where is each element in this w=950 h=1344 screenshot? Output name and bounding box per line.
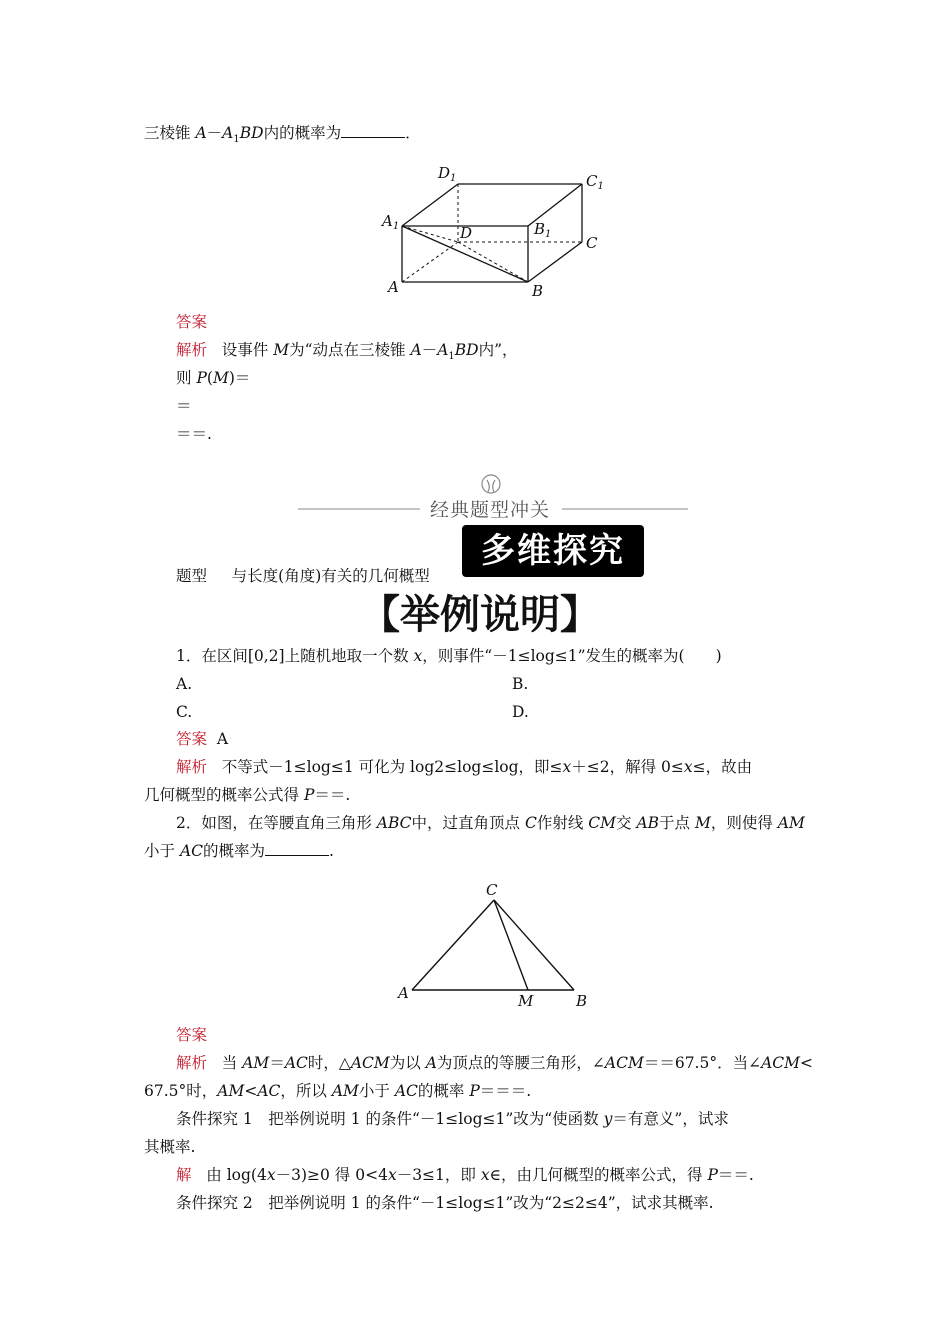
solution-4: 解 由 log(4x－3)≥0 得 0<4x－3≤1，即 x∈，由几何概型的概率公式，得 P＝＝. [176, 1166, 754, 1184]
hidden-edge-a-d [402, 242, 458, 282]
hidden-segment-d-b [458, 242, 528, 282]
triangle-figure [382, 870, 602, 1020]
badge-multidimensional: 多维探究 [462, 525, 644, 577]
solution-line-2: 则 P(M)＝ [176, 369, 251, 387]
label-c: C [586, 234, 598, 252]
option-a[interactable]: A. [176, 675, 193, 693]
label-a: A [388, 278, 399, 296]
solution-line-4: ＝＝. [176, 425, 212, 443]
solution-line-1: 解析 设事件 M为“动点在三棱锥 $A-A_1BD$内”， [176, 341, 518, 363]
section-title: 【举例说明】 [360, 592, 600, 638]
label-d1: $D_1$ [438, 164, 457, 184]
answer-label: 答案 [176, 313, 208, 331]
topic-line: 题型 与长度(角度)有关的几何概型 [176, 567, 430, 585]
label-m: M [518, 992, 534, 1010]
banner-title: 经典题型冲关 [429, 499, 550, 521]
solution-2-line-1: 解析 不等式－1≤log≤1 可化为 log2≤log≤log，即≤x＋≤2，解得 0≤x≤，故由 [176, 758, 753, 776]
label-b1: $B_1$ [534, 220, 552, 240]
label-a1: $A_1$ [382, 212, 400, 232]
edge-a1-d1 [402, 184, 458, 226]
question-2-line-2: 小于 AC的概率为 . [144, 842, 334, 860]
extension-1-line-2: 其概率. [144, 1138, 196, 1156]
label-a: A [398, 984, 409, 1002]
extension-1-line-1: 条件探究 1 把举例说明 1 的条件“－1≤log≤1”改为“使函数 y＝有意义”，试求 [176, 1110, 729, 1128]
label-c1: $C_1$ [586, 172, 604, 192]
question-2-line-1: 2．如图，在等腰直角三角形 ABC中，过直角顶点 C作射线 CM交 AB于点 M，则使得 AM [176, 814, 805, 832]
ray-cm [494, 900, 528, 990]
label-d: D [460, 224, 473, 242]
solution-3-line-1: 解析 当 AM＝AC时，△ACM为以 A为顶点的等腰三角形，∠ACM＝＝67.5°．当∠ACM< [176, 1054, 814, 1072]
answer-blank [265, 841, 329, 856]
label-b: B [532, 282, 544, 300]
segment-ac [412, 900, 494, 990]
option-d[interactable]: D. [512, 703, 529, 721]
answer-line-2: 答案 A [176, 730, 229, 748]
problem-text-line: 三棱锥 $A-A_1BD$内的概率为 ． [144, 124, 421, 146]
extension-2: 条件探究 2 把举例说明 1 的条件“－1≤log≤1”改为“2≤2≤4”，试求其概率. [176, 1194, 714, 1212]
edge-b-c [528, 242, 582, 282]
answer-blank [341, 123, 405, 138]
segment-cb [494, 900, 574, 990]
solution-line-3: ＝ [176, 397, 192, 415]
option-b[interactable]: B. [512, 675, 529, 693]
label-b: B [576, 992, 588, 1010]
question-1: 1．在区间[0,2]上随机地取一个数 x，则事件“－1≤log≤1”发生的概率为( ) [176, 647, 722, 665]
lightbulb-icon [482, 475, 500, 493]
cuboid-figure [370, 160, 630, 300]
solution-2-line-2: 几何概型的概率公式得 P＝＝. [144, 786, 351, 804]
label-c: C [486, 881, 498, 899]
solution-3-line-2: 67.5°时，AM<AC，所以 AM小于 AC的概率 P＝＝＝. [144, 1082, 532, 1100]
answer-label-3: 答案 [176, 1026, 208, 1044]
hidden-segment-a1-d [402, 226, 458, 242]
option-c[interactable]: C. [176, 703, 193, 721]
